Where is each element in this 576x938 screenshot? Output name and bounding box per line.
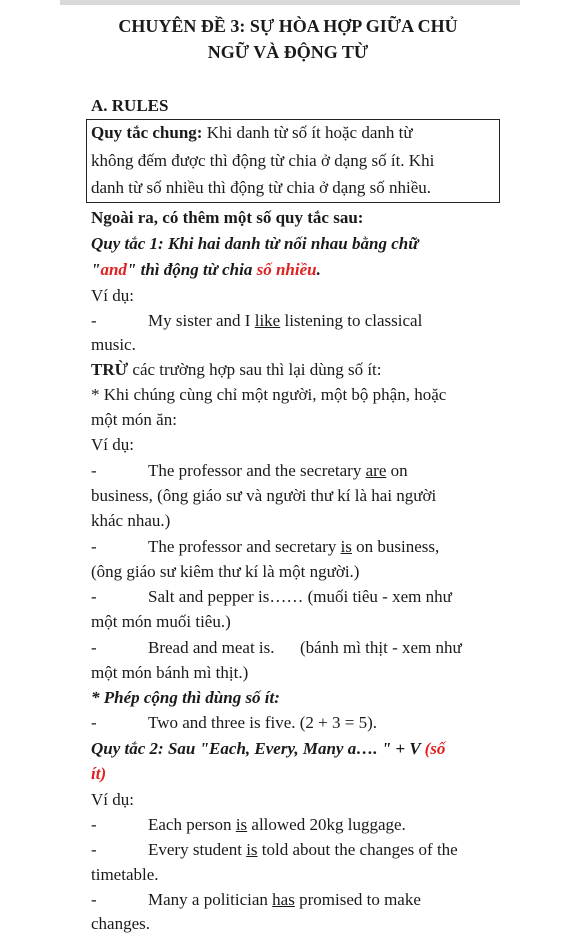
rule1-line-1: Quy tắc 1: Khi hai danh từ nối nhau bằng chữ [91, 234, 419, 253]
example-label-1: Ví dụ: [91, 286, 134, 305]
title-line-2: NGỮ VÀ ĐỘNG TỪ [207, 42, 369, 62]
section-a-heading: A. RULES [91, 96, 169, 115]
rule2-line-2: ít) [91, 764, 107, 783]
exception-case-1-line-1: * Khi chúng cùng chỉ một người, một bộ phận, hoặc [91, 385, 447, 404]
bullet-dash: - [91, 713, 97, 732]
example-5-cont: một món bánh mì thịt.) [91, 663, 249, 682]
bullet-dash: - [91, 461, 97, 480]
example-2-cont-2: khác nhau.) [91, 511, 171, 530]
rule2-line-1: Quy tắc 2: Sau "Each, Every, Many a…. " + V (số [91, 739, 446, 758]
general-rule-label: Quy tắc chung: [91, 123, 203, 142]
exception-case-1-line-2: một món ăn: [91, 410, 177, 429]
bullet-dash: - [91, 311, 97, 330]
example-6-text: Two and three is five. (2 + 3 = 5). [148, 713, 378, 732]
bullet-dash: - [91, 840, 97, 859]
example-9-text: Many a politician has promised to make [148, 890, 421, 909]
example-8-text: Every student is told about the changes of the [148, 840, 458, 859]
example-9-cont: changes. [91, 914, 151, 933]
rule1-and: and [100, 260, 127, 279]
rule1-plural: số nhiều [256, 260, 317, 279]
bullet-dash: - [91, 890, 97, 909]
example-2-text: The professor and the secretary are on [148, 461, 408, 480]
example-1-cont: music. [91, 335, 136, 354]
title-line-1: CHUYÊN ĐỀ 3: SỰ HÒA HỢP GIỮA CHỦ [118, 16, 458, 36]
bullet-dash: - [91, 537, 97, 556]
example-label-3: Ví dụ: [91, 790, 134, 809]
example-label-2: Ví dụ: [91, 435, 134, 454]
example-4-text: Salt and pepper is…… (muối tiêu - xem như [148, 587, 452, 606]
top-scroll-edge [60, 0, 520, 5]
rule1-end: . [316, 260, 321, 279]
example-1-text: My sister and I like listening to classical [148, 311, 423, 330]
rule1-quote-close: " thì động từ chia [126, 260, 257, 279]
bullet-dash: - [91, 638, 97, 657]
addition-rule: * Phép cộng thì dùng số ít: [91, 688, 280, 707]
example-3-text: The professor and secretary is on business, [148, 537, 440, 556]
example-7-text: Each person is allowed 20kg luggage. [148, 815, 406, 834]
example-5-text: Bread and meat is. (bánh mì thịt - xem như [148, 638, 462, 657]
bullet-dash: - [91, 815, 97, 834]
bullet-dash: - [91, 587, 97, 606]
example-8-cont: timetable. [91, 865, 159, 884]
general-rule-line-1 [91, 122, 413, 144]
example-3-cont: (ông giáo sư kiêm thư kí là một người.) [91, 562, 360, 581]
example-4-cont: một món muối tiêu.) [91, 612, 231, 631]
example-2-cont-1: business, (ông giáo sư và người thư kí là hai người [91, 486, 437, 505]
general-rule-line-2: không đếm được thì động từ chia ở dạng số ít. Khi [91, 151, 435, 170]
rule1-line-2 [91, 259, 321, 281]
other-rules-heading: Ngoài ra, có thêm một số quy tắc sau: [91, 208, 364, 227]
rule1-quote-open: " [91, 260, 101, 279]
general-rule-line-3: danh từ số nhiều thì động từ chia ở dạng số nhiều. [91, 178, 431, 197]
exception-heading: TRỪ các trường hợp sau thì lại dùng số ít: [91, 360, 382, 379]
general-rule-text-1: Khi danh từ số ít hoặc danh từ [202, 123, 413, 142]
